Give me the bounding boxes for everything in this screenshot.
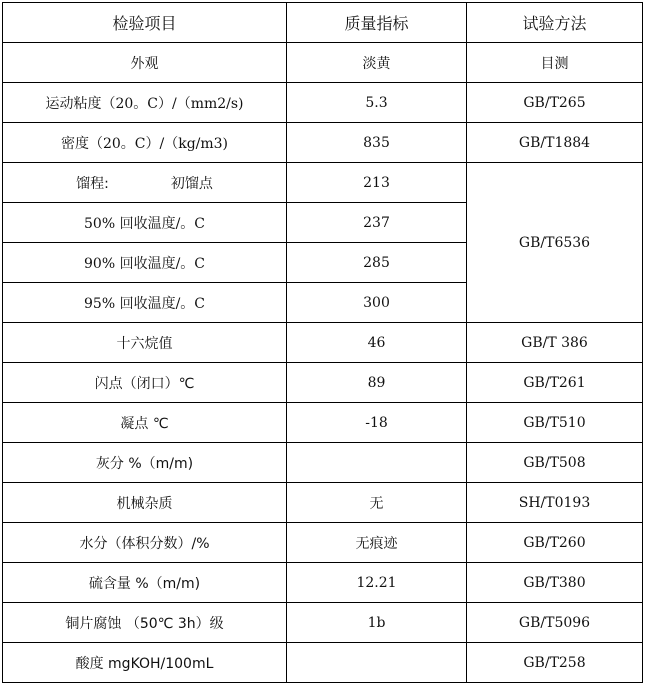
method-cell: GB/T 386	[467, 323, 643, 363]
header-value: 质量指标	[287, 3, 467, 43]
item-cell: 凝点 ℃	[3, 403, 287, 443]
method-cell: GB/T261	[467, 363, 643, 403]
table-row	[3, 83, 643, 123]
method-cell: GB/T1884	[467, 123, 643, 163]
initial-boiling-point-label: 初馏点	[170, 175, 213, 192]
value-cell: 237	[287, 203, 467, 243]
item-cell: 密度（20。C）/（kg/m3)	[3, 123, 287, 163]
value-cell: 285	[287, 243, 467, 283]
value-cell: 835	[287, 123, 467, 163]
table-row	[3, 363, 643, 403]
value-cell	[287, 643, 467, 683]
item-cell: 外观	[3, 43, 287, 83]
table-row	[3, 563, 643, 603]
item-cell: 闪点（闭口）℃	[3, 363, 287, 403]
method-cell: GB/T5096	[467, 603, 643, 643]
table-row	[3, 123, 643, 163]
value-cell: 46	[287, 323, 467, 363]
value-cell: 淡黄	[287, 43, 467, 83]
distillation-group-label: 馏程:	[76, 175, 109, 192]
table-row	[3, 403, 643, 443]
item-cell: 水分（体积分数）/%	[3, 523, 287, 563]
item-cell: 铜片腐蚀 （50℃ 3h）级	[3, 603, 287, 643]
item-cell: 90% 回收温度/。C	[3, 243, 287, 283]
item-cell: 灰分 %（m/m)	[3, 443, 287, 483]
method-cell: GB/T380	[467, 563, 643, 603]
item-cell: 十六烷值	[3, 323, 287, 363]
item-cell: 硫含量 %（m/m)	[3, 563, 287, 603]
item-cell: 50% 回收温度/。C	[3, 203, 287, 243]
value-cell: 89	[287, 363, 467, 403]
item-cell	[3, 163, 287, 203]
value-cell: 无痕迹	[287, 523, 467, 563]
table-row	[3, 43, 643, 83]
table-row	[3, 643, 643, 683]
table-row	[3, 163, 643, 203]
item-cell: 运动粘度（20。C）/（mm2/s)	[3, 83, 287, 123]
table-row	[3, 603, 643, 643]
value-cell: 12.21	[287, 563, 467, 603]
table-row	[3, 483, 643, 523]
method-cell: GB/T260	[467, 523, 643, 563]
value-cell: -18	[287, 403, 467, 443]
value-cell: 5.3	[287, 83, 467, 123]
method-cell: GB/T258	[467, 643, 643, 683]
value-cell: 1b	[287, 603, 467, 643]
value-cell: 无	[287, 483, 467, 523]
item-cell: 酸度 mgKOH/100mL	[3, 643, 287, 683]
table-row	[3, 323, 643, 363]
table-row	[3, 523, 643, 563]
method-cell: GB/T510	[467, 403, 643, 443]
table-row	[3, 443, 643, 483]
method-cell: SH/T0193	[467, 483, 643, 523]
method-cell: GB/T6536	[467, 163, 643, 323]
value-cell: 213	[287, 163, 467, 203]
method-cell: GB/T508	[467, 443, 643, 483]
header-method: 试验方法	[467, 3, 643, 43]
method-cell: GB/T265	[467, 83, 643, 123]
value-cell: 300	[287, 283, 467, 323]
header-row	[3, 3, 643, 43]
value-cell	[287, 443, 467, 483]
item-cell: 机械杂质	[3, 483, 287, 523]
header-item: 检验项目	[3, 3, 287, 43]
method-cell: 目测	[467, 43, 643, 83]
item-cell: 95% 回收温度/。C	[3, 283, 287, 323]
spec-table	[2, 2, 643, 683]
